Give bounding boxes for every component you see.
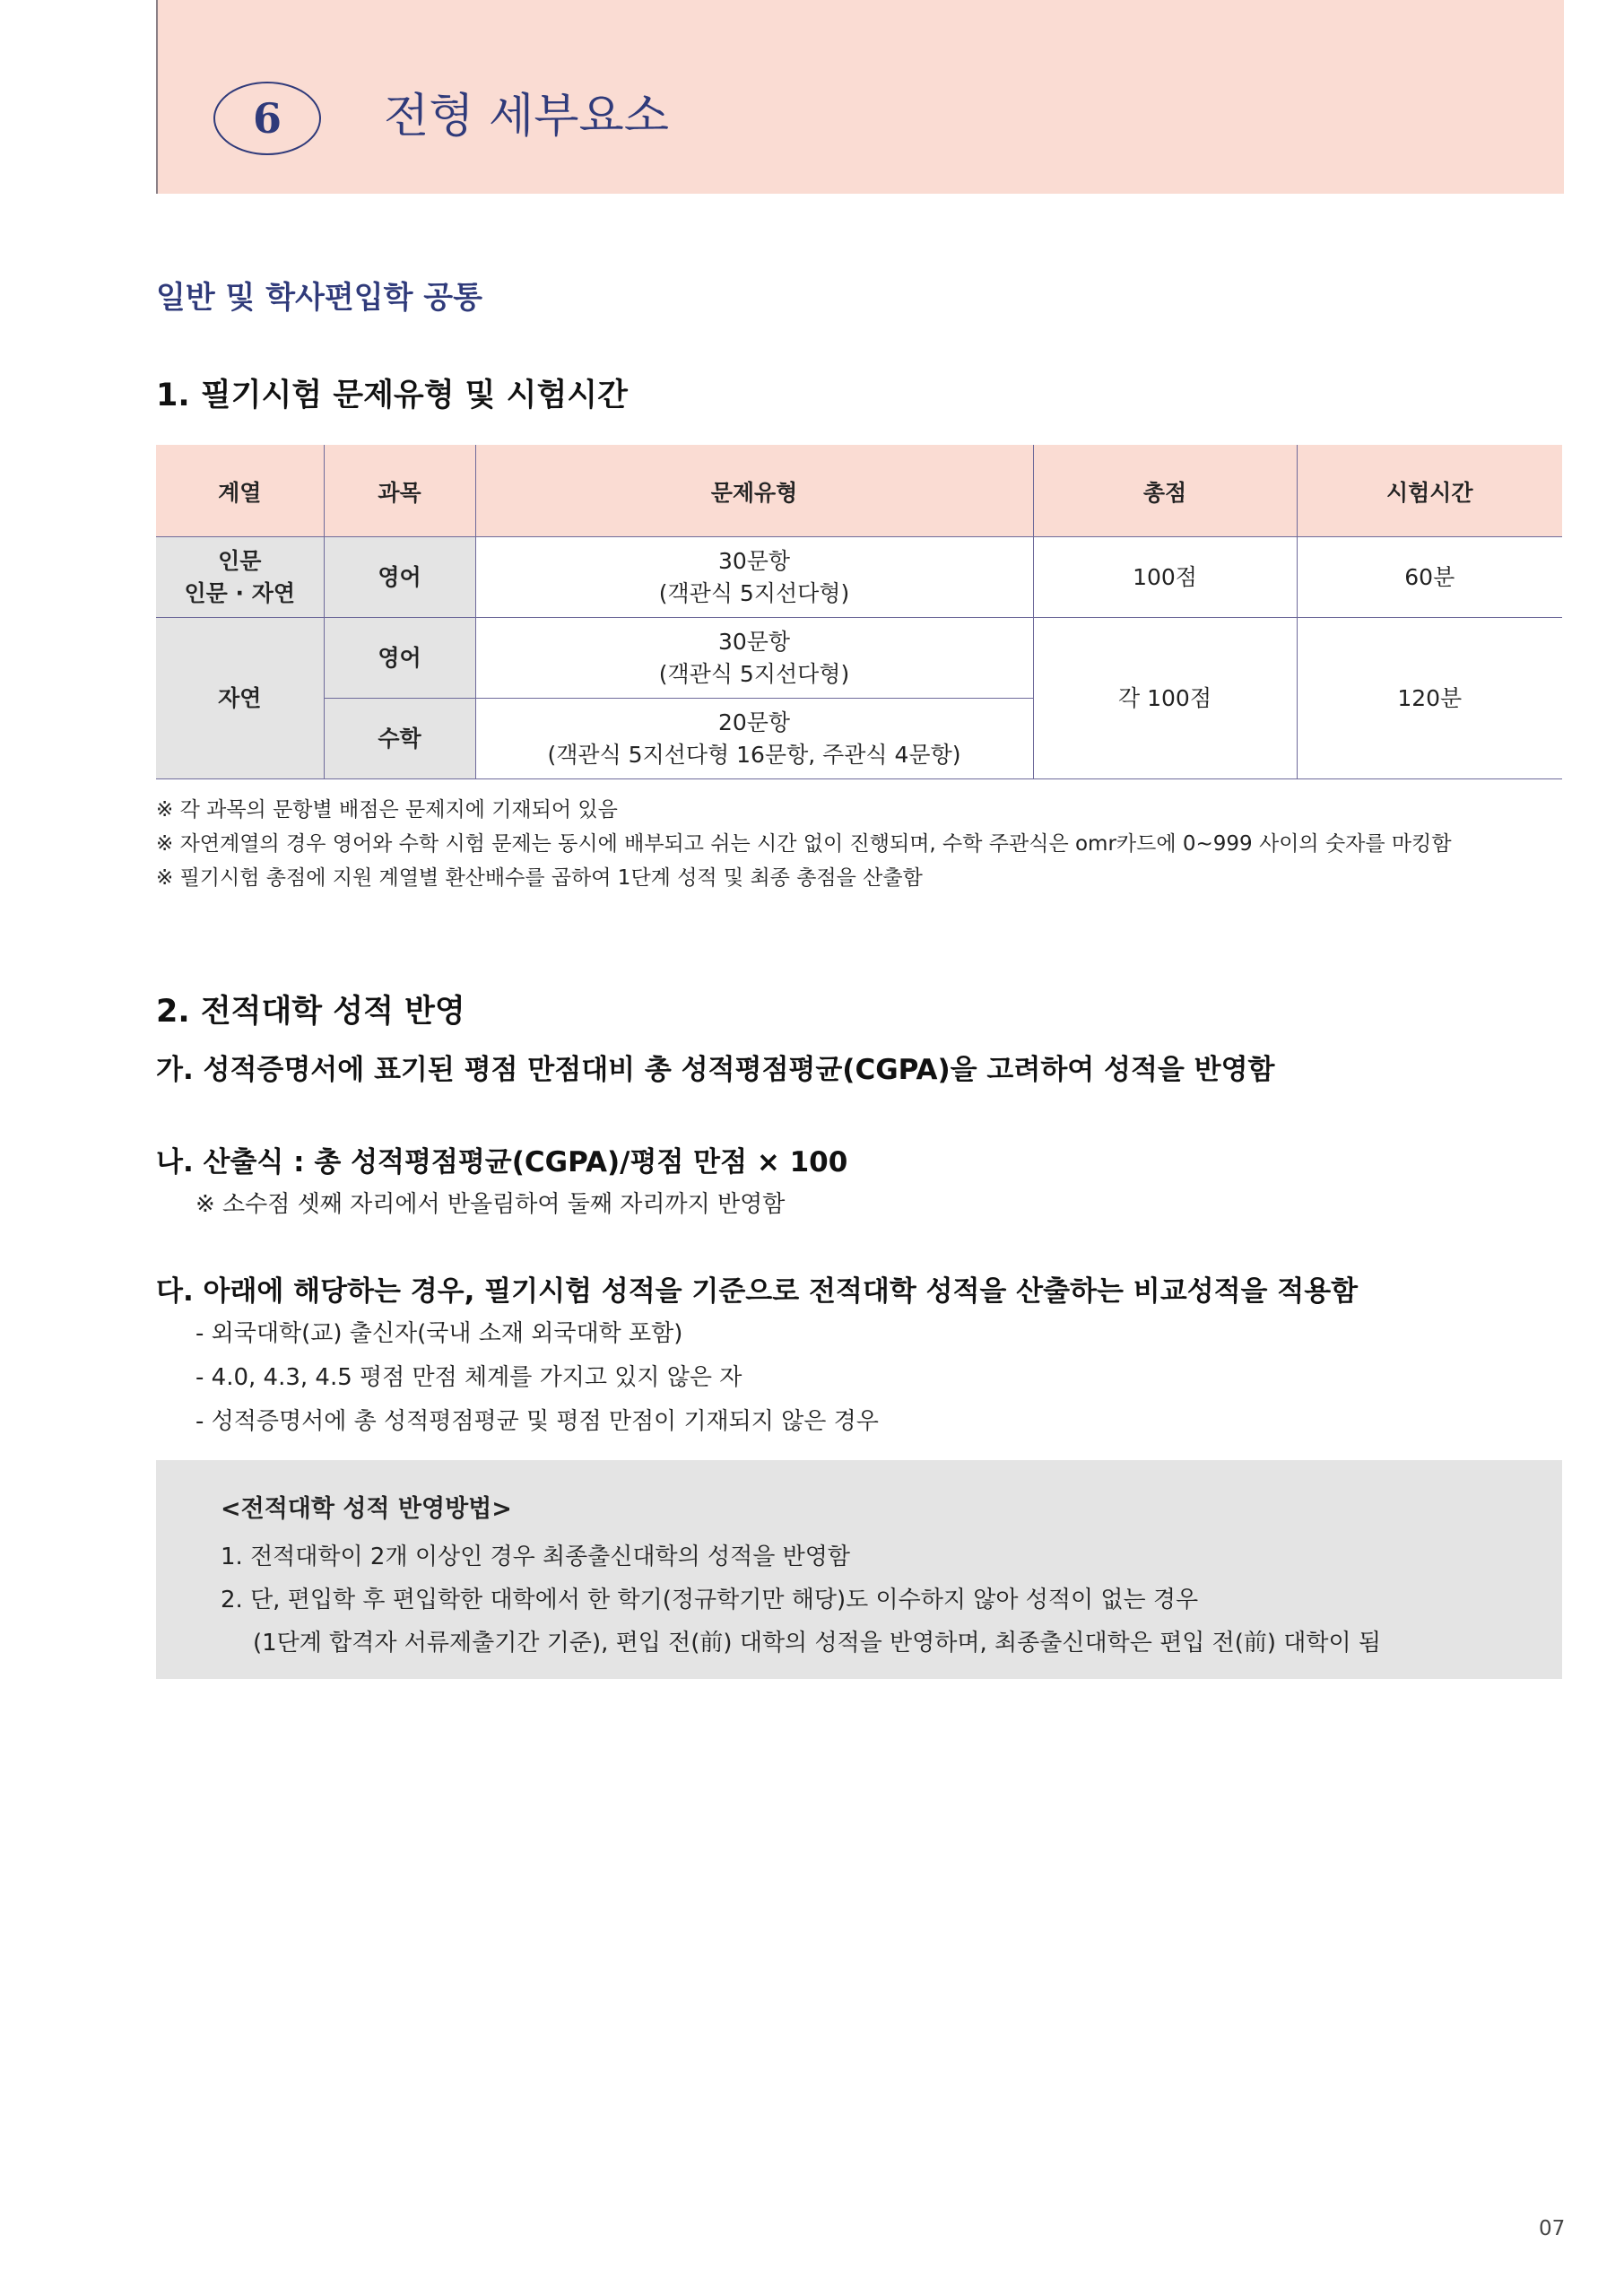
type-cell: [475, 699, 1033, 779]
type-cell: [475, 537, 1033, 618]
total-cell: 100점: [1033, 537, 1297, 618]
total-cell: 각 100점: [1033, 618, 1297, 779]
field-line: 인문 · 자연: [184, 579, 295, 606]
section-title: 전형 세부요소: [384, 90, 669, 144]
type-cell: [475, 618, 1033, 699]
da-list-item: - 성적증명서에 총 성적평점평균 및 평점 만점이 기재되지 않은 경우: [195, 1408, 879, 1435]
type-line: (객관식 5지선다형 16문항, 주관식 4문항): [547, 741, 961, 768]
item-da: 다. 아래에 해당하는 경우, 필기시험 성적을 기준으로 전적대학 성적을 산출하는 비교성적을 적용함: [156, 1275, 1359, 1308]
part1-heading: 1. 필기시험 문제유형 및 시험시간: [156, 378, 628, 413]
section-header-band: [156, 0, 1564, 194]
field-cell: 자연: [156, 618, 324, 779]
method-box-line: 1. 전적대학이 2개 이상인 경우 최종출신대학의 성적을 반영함: [221, 1544, 850, 1570]
type-line: 20문항: [717, 709, 791, 735]
method-box-line: 2. 단, 편입학 후 편입학한 대학에서 한 학기(정규학기만 해당)도 이수하지 않아 성적이 없는 경우: [221, 1587, 1199, 1613]
time-cell: 60분: [1297, 537, 1562, 618]
type-line: (객관식 5지선다형): [658, 579, 850, 606]
method-box-title: <전적대학 성적 반영방법>: [221, 1495, 512, 1523]
table-header-row: [156, 446, 1562, 537]
table-row: [156, 618, 1562, 699]
da-list-item: - 4.0, 4.3, 4.5 평점 만점 체계를 가지고 있지 않은 자: [195, 1364, 743, 1391]
table-notes: [156, 793, 1452, 895]
page-number: 07: [1539, 2217, 1566, 2240]
item-na: 나. 산출식 : 총 성적평점평균(CGPA)/평점 만점 × 100: [156, 1146, 848, 1178]
section-number-badge: 6: [213, 82, 321, 155]
part2-heading: 2. 전적대학 성적 반영: [156, 994, 465, 1030]
method-box-line: (1단계 합격자 서류제출기간 기준), 편입 전(前) 대학의 성적을 반영하며, 최종출신대학은 편입 전(前) 대학이 됨: [253, 1630, 1382, 1657]
da-list-item: - 외국대학(교) 출신자(국내 소재 외국대학 포함): [195, 1320, 683, 1347]
header-type: 문제유형: [475, 446, 1033, 537]
table-row: [156, 537, 1562, 618]
type-line: (객관식 5지선다형): [658, 660, 850, 687]
field-line: 인문: [218, 547, 262, 574]
time-cell: 120분: [1297, 618, 1562, 779]
note-line: ※ 필기시험 총점에 지원 계열별 환산배수를 곱하여 1단계 성적 및 최종 총점을 산출함: [156, 866, 923, 890]
type-line: 30문항: [717, 547, 791, 574]
subject-cell: 영어: [324, 537, 475, 618]
header-subject: 과목: [324, 446, 475, 537]
note-line: ※ 각 과목의 문항별 배점은 문제지에 기재되어 있음: [156, 798, 618, 822]
field-cell: [156, 537, 324, 618]
header-field: 계열: [156, 446, 324, 537]
exam-table: [156, 445, 1562, 779]
item-na-note: ※ 소수점 셋째 자리에서 반올림하여 둘째 자리까지 반영함: [195, 1191, 786, 1218]
category-title: 일반 및 학사편입학 공통: [156, 280, 482, 316]
subject-cell: 영어: [324, 618, 475, 699]
subject-cell: 수학: [324, 699, 475, 779]
method-box: [156, 1460, 1562, 1679]
type-line: 30문항: [717, 628, 791, 655]
header-total: 총점: [1033, 446, 1297, 537]
note-line: ※ 자연계열의 경우 영어와 수학 시험 문제는 동시에 배부되고 쉬는 시간 없이 진행되며, 수학 주관식은 omr카드에 0~999 사이의 숫자를 마킹함: [156, 832, 1452, 856]
header-time: 시험시간: [1297, 446, 1562, 537]
item-ga: 가. 성적증명서에 표기된 평점 만점대비 총 성적평점평균(CGPA)을 고려하여 성적을 반영함: [156, 1054, 1275, 1086]
